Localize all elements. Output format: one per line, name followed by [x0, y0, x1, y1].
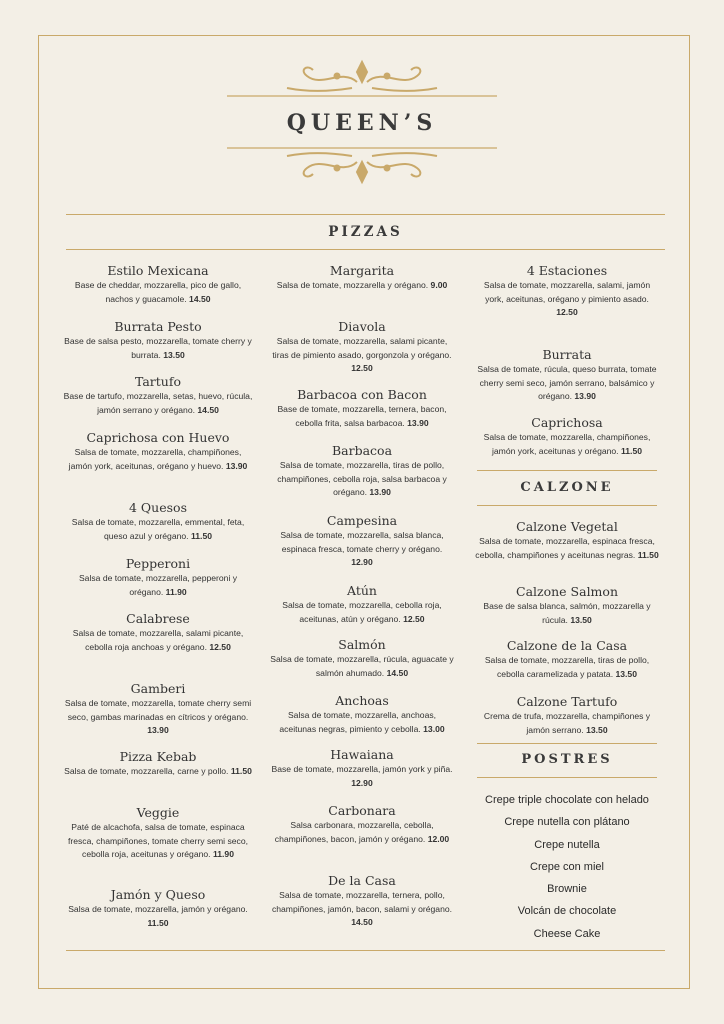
item-price: 14.50 [351, 917, 373, 927]
item-price: 13.50 [570, 614, 592, 625]
header [0, 58, 724, 186]
item-price: 13.90 [369, 487, 391, 497]
menu-item [474, 583, 660, 637]
list-item: Volcán de chocolate [517, 905, 617, 918]
pizzas-top-rule [66, 214, 665, 215]
menu-item [270, 802, 454, 872]
calzone-bottom-rule [477, 505, 657, 506]
item-price: 13.90 [225, 460, 248, 471]
item-desc: Salsa de tomate, mozzarella, ternera, pollo, champiñones, jamón, bacon, salami y orégano. 14.50 [271, 890, 453, 927]
item-price: 11.90 [212, 849, 234, 859]
item-price: 12.90 [351, 777, 373, 788]
item-desc: Salsa de tomate, mozzarella y orégano. 9.00 [276, 280, 448, 290]
menu-item [474, 262, 660, 346]
item-name: Jamón y Queso [110, 887, 206, 902]
item-name: 4 Quesos [129, 500, 187, 515]
item-price: 12.90 [351, 557, 373, 567]
item-desc: Salsa de tomate, mozzarella, champiñones, jamón york, aceitunas y orégano. 11.50 [483, 432, 651, 456]
menu-item [62, 429, 254, 499]
list-item: Cheese Cake [533, 927, 601, 940]
item-desc: Crema de trufa, mozzarella, champiñones y jamón serrano. 13.50 [483, 711, 651, 735]
item-price: 12.50 [403, 613, 425, 624]
item-desc: Salsa de tomate, mozzarella, rúcula, aguacate y salmón ahumado. 14.50 [270, 654, 454, 678]
item-price: 11.90 [165, 586, 187, 597]
section-title-postres: POSTRES [521, 752, 613, 767]
menu-item [62, 610, 254, 680]
item-price: 11.50 [190, 530, 212, 541]
menu-item [270, 582, 454, 636]
item-name: Calzone Vegetal [516, 519, 618, 534]
item-name: Caprichosa con Huevo [86, 430, 230, 445]
item-desc: Salsa de tomate, mozzarella, salami picante, tiras de pimiento asado, gorgonzola y orégano. 12.50 [272, 336, 452, 373]
menu-item [270, 386, 454, 442]
brand-title: QUEEN’S [286, 110, 438, 136]
item-price: 14.50 [189, 293, 211, 304]
postres-top-rule [477, 743, 657, 744]
menu-item [474, 414, 660, 458]
item-name: Salmón [338, 637, 386, 652]
item-price: 11.50 [620, 445, 642, 456]
item-desc: Salsa de tomate, mozzarella, salami picante, cebolla roja anchoas y orégano. 12.50 [72, 628, 244, 652]
calzone-top-rule [477, 470, 657, 471]
postres-bottom-rule [477, 777, 657, 778]
item-name: Calzone Tartufo [516, 694, 618, 709]
item-desc: Base de tartufo, mozzarella, setas, huevo, rúcula, jamón serrano y orégano. 14.50 [63, 391, 253, 415]
item-name: Estilo Mexicana [107, 263, 209, 278]
pizzas-column-1 [62, 262, 254, 930]
item-name: Carbonara [328, 803, 396, 818]
postres-column [462, 789, 672, 945]
menu-item [270, 442, 454, 512]
item-name: Caprichosa [531, 415, 603, 430]
item-desc: Salsa de tomate, mozzarella, anchoas, aceitunas negras, pimiento y cebolla. 13.00 [279, 710, 445, 734]
item-price: 12.50 [556, 307, 578, 317]
item-desc: Base de tomate, mozzarella, jamón york y piña. 12.90 [271, 764, 453, 788]
item-desc: Salsa de tomate, mozzarella, pepperoni y orégano. 11.90 [78, 573, 238, 597]
item-desc: Salsa de tomate, mozzarella, carne y pollo. 11.50 [64, 766, 252, 776]
item-desc: Salsa de tomate, mozzarella, cebolla roja, aceitunas, atún y orégano. 12.50 [282, 600, 442, 624]
item-desc: Salsa de tomate, mozzarella, emmental, feta, queso azul y orégano. 11.50 [71, 517, 245, 541]
item-name: Pepperoni [125, 556, 191, 571]
item-price: 12.50 [209, 641, 231, 652]
menu-item [270, 512, 454, 582]
item-desc: Paté de alcachofa, salsa de tomate, espinaca fresca, champiñones, tomate cherry semi seco, cebolla roja, aceitunas y orégano. 11.90 [67, 822, 249, 859]
menu-item [270, 318, 454, 386]
pizzas-column-2 [270, 262, 454, 928]
item-name: De la Casa [328, 873, 396, 888]
item-name: Burrata [542, 347, 592, 362]
top-ornament-icon [227, 58, 497, 98]
menu-item [62, 886, 254, 930]
section-title-calzone: CALZONE [520, 480, 614, 495]
menu-item [62, 373, 254, 429]
section-title-pizzas: PIZZAS [328, 224, 403, 240]
item-desc: Salsa de tomate, mozzarella, tiras de pollo, champiñones, cebolla roja, salsa barbacoa y orégano. 13.90 [277, 460, 447, 497]
item-name: Gamberi [130, 681, 186, 696]
item-price: 13.50 [586, 724, 608, 735]
item-name: 4 Estaciones [526, 263, 608, 278]
item-name: Pizza Kebab [119, 749, 197, 764]
item-name: Barbacoa [331, 443, 393, 458]
item-desc: Base de salsa blanca, salmón, mozzarella y rúcula. 13.50 [483, 601, 651, 625]
item-name: Anchoas [335, 693, 389, 708]
item-desc: Salsa de tomate, mozzarella, jamón y orégano. 11.50 [68, 904, 248, 928]
menu-item [62, 318, 254, 373]
item-price: 14.50 [197, 404, 219, 415]
item-desc: Base de salsa pesto, mozzarella, tomate cherry y burrata. 13.50 [64, 336, 252, 360]
menu-item [62, 262, 254, 318]
item-name: Margarita [329, 263, 395, 278]
menu-item [270, 872, 454, 928]
item-desc: Salsa de tomate, rúcula, queso burrata, tomate cherry semi seco, jamón serrano, balsámico y orégano. 13.90 [477, 364, 657, 401]
list-item: Crepe nutella [534, 838, 600, 851]
menu-item [474, 346, 660, 414]
item-price: 13.90 [147, 725, 169, 735]
item-name: Tartufo [134, 374, 182, 389]
menu-item [474, 637, 660, 693]
item-name: Hawaiana [330, 747, 394, 762]
item-price: 14.50 [386, 667, 409, 678]
list-item: Crepe con miel [530, 860, 604, 873]
item-price: 13.50 [163, 349, 185, 360]
item-name: Atún [347, 583, 377, 598]
item-price: 13.00 [423, 723, 445, 734]
menu-item [62, 804, 254, 886]
item-price: 13.90 [407, 417, 429, 428]
list-item: Crepe nutella con plátano [504, 816, 630, 829]
item-desc: Base de tomate, mozzarella, ternera, bacon, cebolla frita, salsa barbacoa. 13.90 [277, 404, 447, 428]
item-name: Veggie [136, 805, 180, 820]
menu-item [62, 499, 254, 555]
menu-item [62, 680, 254, 748]
item-price: 13.90 [574, 391, 596, 401]
menu-item [270, 262, 454, 318]
item-desc: Salsa de tomate, mozzarella, tiras de pollo, cebolla caramelizada y patata. 13.50 [484, 655, 650, 679]
menu-item [474, 693, 660, 737]
item-price: 12.50 [351, 363, 373, 373]
pizzas-column-3 [474, 262, 660, 458]
item-desc: Base de cheddar, mozzarella, pico de gallo, nachos y guacamole. 14.50 [74, 280, 242, 304]
item-name: Calzone Salmon [516, 584, 618, 599]
item-name: Diavola [338, 319, 386, 334]
item-desc: Salsa carbonara, mozzarella, cebolla, champiñones, bacon, jamón y orégano. 12.00 [274, 820, 450, 844]
item-desc: Salsa de tomate, mozzarella, salsa blanca, espinaca fresca, tomate cherry y orégano. 12.90 [280, 530, 444, 567]
item-price: 11.50 [230, 766, 252, 776]
item-name: Barbacoa con Bacon [297, 387, 427, 402]
item-desc: Salsa de tomate, mozzarella, tomate cherry semi seco, gambas marinadas en cítricos y orégano. 13.90 [64, 698, 252, 735]
item-name: Calzone de la Casa [506, 638, 628, 653]
pizzas-bottom-rule [66, 249, 665, 250]
item-price: 9.00 [430, 280, 448, 290]
item-desc: Salsa de tomate, mozzarella, salami, jamón york, aceitunas, orégano y pimiento asado. 12.50 [483, 280, 651, 317]
menu-item [270, 746, 454, 802]
item-desc: Salsa de tomate, mozzarella, espinaca fresca, cebolla, champiñones y aceitunas negras. 11.50 [475, 536, 659, 560]
item-desc: Salsa de tomate, mozzarella, champiñones, jamón york, aceitunas, orégano y huevo. 13.90 [68, 447, 248, 471]
menu-item [474, 518, 660, 583]
footer-rule [66, 950, 665, 951]
item-name: Campesina [326, 513, 398, 528]
menu-item [62, 555, 254, 610]
menu-item [270, 692, 454, 746]
item-name: Burrata Pesto [114, 319, 202, 334]
item-price: 11.50 [637, 549, 659, 560]
list-item: Brownie [547, 883, 587, 896]
item-name: Calabrese [126, 611, 190, 626]
menu-item [62, 748, 254, 804]
item-price: 13.50 [615, 668, 637, 679]
bottom-ornament-icon [227, 146, 497, 186]
calzone-column [474, 518, 660, 737]
menu-item [270, 636, 454, 692]
item-price: 11.50 [147, 917, 169, 928]
item-price: 12.00 [427, 833, 450, 844]
list-item: Crepe triple chocolate con helado [485, 794, 649, 806]
